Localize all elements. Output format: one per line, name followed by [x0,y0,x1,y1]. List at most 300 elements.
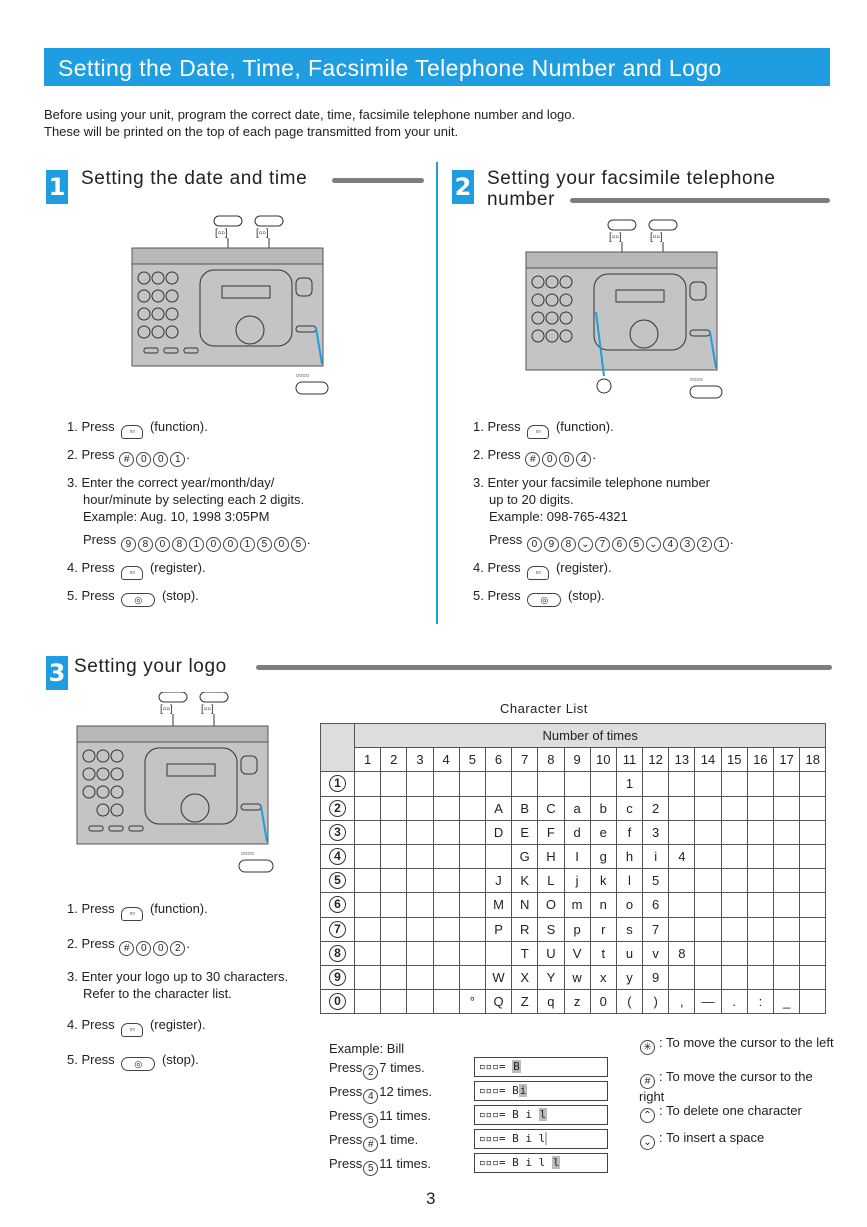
svg-text:▫▫▫▫: ▫▫▫▫ [241,848,254,858]
table-cell [695,965,721,989]
key-icon: 4 [363,1089,378,1104]
table-cell [459,820,485,844]
step-text: (function). [555,419,614,434]
table-cell [800,772,826,796]
table-cell: O [538,893,564,917]
table-cell [538,772,564,796]
table-cell [747,869,773,893]
key-icon: 0 [155,537,170,552]
row-key [321,917,355,941]
key-icon: ⌃ [640,1108,655,1123]
key-icon: ✳ [640,1040,655,1055]
table-cell: 1 [616,772,642,796]
table-cell [381,820,407,844]
lcd-cursor: l [539,1108,547,1121]
column-header: 17 [774,748,800,772]
intro-line-1: Before using your unit, program the correct date, time, facsimile telephone number and logo. [44,107,576,122]
column-header: 14 [695,748,721,772]
table-cell [407,893,433,917]
table-cell [669,796,695,820]
table-cell: 2 [643,796,669,820]
row-key [321,893,355,917]
table-cell [512,772,538,796]
table-cell: b [590,796,616,820]
table-cell [669,869,695,893]
table-cell: , [669,990,695,1014]
table-cell [381,844,407,868]
step-text: 4. Press [67,1017,115,1032]
step-text: Press [329,1084,363,1099]
table-cell [459,796,485,820]
step-text: (stop). [161,588,199,603]
step-text: Press [329,1060,363,1075]
table-cell: o [616,893,642,917]
key-icon: 0 [223,537,238,552]
table-cell: t [590,941,616,965]
column-header: 11 [616,748,642,772]
key-icon: 4 [663,537,678,552]
example-step [329,1084,432,1104]
table-row [321,990,826,1014]
table-cell [695,844,721,868]
table-cell [355,990,381,1014]
column-header: 6 [485,748,511,772]
key-icon: # [119,452,134,467]
key-icon: 0 [542,452,557,467]
table-cell: v [643,941,669,965]
table-cell: 6 [643,893,669,917]
table-cell [747,941,773,965]
section-2-number: 2 [452,170,474,204]
table-cell: Z [512,990,538,1014]
step-text: 1 time. [379,1132,419,1147]
s3-step-1 [67,900,322,921]
row-key [321,772,355,796]
key-icon: 9 [121,537,136,552]
key-icon: 0 [153,941,168,956]
example-step [329,1156,431,1176]
table-cell [459,917,485,941]
key-icon: # [525,452,540,467]
table-cell: h [616,844,642,868]
column-header: 9 [564,748,590,772]
column-header: 5 [459,748,485,772]
key-icon: 8 [138,537,153,552]
table-cell: 9 [643,965,669,989]
table-cell: _ [774,990,800,1014]
legend-text: : To move the cursor to the right [639,1069,813,1104]
table-cell [355,772,381,796]
table-cell: 3 [643,820,669,844]
step-text: 3. Enter your facsimile telephone number [473,475,711,490]
section-3-title: Setting your logo [74,656,227,677]
step-text: 5. Press [67,1052,115,1067]
step-text: 4. Press [473,560,521,575]
table-cell [355,796,381,820]
table-cell: K [512,869,538,893]
table-row [321,796,826,820]
table-cell [747,893,773,917]
table-cell [381,917,407,941]
legend-item [639,1130,839,1150]
table-cell: J [485,869,511,893]
key-icon: 0 [206,537,221,552]
table-cell [695,893,721,917]
key-icon: 8 [329,945,346,962]
table-cell: 8 [669,941,695,965]
legend-text: : To delete one character [659,1103,802,1118]
step-text: Example: 098-765-4321 [489,509,628,524]
table-cell [800,869,826,893]
row-key [321,844,355,868]
table-cell [695,917,721,941]
lcd-cursor: l [552,1156,560,1169]
section-2-rule [570,198,830,203]
step-text: 2. Press [67,447,115,462]
key-icon: 6 [612,537,627,552]
table-cell: D [485,820,511,844]
key-icon: 0 [136,941,151,956]
key-icon: 9 [329,969,346,986]
column-header: 10 [590,748,616,772]
step-text: (function). [149,419,208,434]
table-cell: p [564,917,590,941]
table-cell: x [590,965,616,989]
table-cell: N [512,893,538,917]
table-cell [355,917,381,941]
svg-text:[▫▫]: [▫▫] [609,232,622,243]
character-list-title: Character List [500,701,588,716]
example-step [329,1132,418,1152]
row-key [321,796,355,820]
table-cell [669,965,695,989]
table-cell [381,772,407,796]
table-cell [590,772,616,796]
table-cell [433,820,459,844]
column-header: 18 [800,748,826,772]
key-icon: 1 [170,452,185,467]
table-cell [721,772,747,796]
table-cell [747,965,773,989]
register-key-icon: ▫▫ [121,566,143,580]
table-cell [747,796,773,820]
step-text: Press [329,1108,363,1123]
column-header: 12 [643,748,669,772]
step-text: (register). [555,560,612,575]
table-cell [564,772,590,796]
table-cell [355,869,381,893]
table-cell [355,820,381,844]
key-icon: 0 [153,452,168,467]
key-sequence [526,532,730,550]
table-cell [433,869,459,893]
table-cell [774,869,800,893]
table-header: Number of times [355,724,826,748]
table-cell: q [538,990,564,1014]
lcd-display [474,1153,608,1173]
table-cell [459,893,485,917]
svg-text:▫▫▫▫: ▫▫▫▫ [296,370,309,380]
step-text: 5. Press [473,588,521,603]
table-cell [433,917,459,941]
table-cell: r [590,917,616,941]
s1-step-1 [67,418,417,439]
table-cell [407,796,433,820]
step-text: Example: Aug. 10, 1998 3:05PM [83,509,270,524]
table-cell [669,820,695,844]
table-cell [774,941,800,965]
legend-item [639,1103,839,1123]
lcd-display [474,1129,608,1149]
row-key [321,941,355,965]
table-cell: C [538,796,564,820]
table-cell [774,965,800,989]
fax-device-illustration-2 [524,216,734,402]
key-icon: 3 [329,824,346,841]
lcd-display [474,1081,608,1101]
fax-device-illustration-3 [75,692,285,878]
key-icon: 0 [559,452,574,467]
column-header: 7 [512,748,538,772]
table-cell [721,844,747,868]
table-cell: P [485,917,511,941]
key-icon: 6 [329,896,346,913]
key-icon: 1 [189,537,204,552]
section-3-steps [67,900,322,1078]
section-3-number: 3 [46,656,68,690]
table-row [321,869,826,893]
step-text: (stop). [567,588,605,603]
key-icon: 5 [257,537,272,552]
example-title: Example: Bill [329,1041,405,1056]
legend-item [639,1069,839,1105]
key-icon: 5 [363,1113,378,1128]
key-icon: 2 [329,800,346,817]
table-cell [381,869,407,893]
table-cell: u [616,941,642,965]
key-icon: 0 [274,537,289,552]
section-1-rule [332,178,424,183]
table-row [321,820,826,844]
table-cell: I [564,844,590,868]
function-key-icon: ▫▫ [527,425,549,439]
table-cell: T [512,941,538,965]
table-cell [669,772,695,796]
table-cell: m [564,893,590,917]
table-row [321,917,826,941]
table-cell: M [485,893,511,917]
table-cell [407,772,433,796]
table-cell [433,893,459,917]
s1-step-5 [67,587,417,607]
step-text: 3. Enter your logo up to 30 characters. [67,969,289,984]
key-icon: 0 [329,993,346,1010]
step-text: 12 times. [379,1084,432,1099]
step-text: 5. Press [67,588,115,603]
table-cell [721,796,747,820]
s3-step-4 [67,1016,322,1037]
table-cell [774,844,800,868]
table-cell [355,844,381,868]
step-text: up to 20 digits. [489,492,574,507]
table-row [321,844,826,868]
column-header: 1 [355,748,381,772]
svg-text:[▫▫]: [▫▫] [160,704,173,715]
table-cell [721,820,747,844]
table-cell: Y [538,965,564,989]
character-list-table [320,723,826,1014]
table-cell [774,820,800,844]
table-cell [485,844,511,868]
table-cell [800,796,826,820]
table-cell [695,796,721,820]
key-icon: 8 [561,537,576,552]
table-cell: A [485,796,511,820]
step-text: (stop). [161,1052,199,1067]
table-cell: Q [485,990,511,1014]
table-cell: 7 [643,917,669,941]
svg-text:[▫▫]: [▫▫] [256,228,269,239]
section-2-steps [473,418,833,614]
stop-key-icon: ◎ [121,1057,155,1071]
step-text: 1. Press [67,419,115,434]
key-icon: # [640,1074,655,1089]
s2-step-5 [473,587,833,607]
table-cell: l [616,869,642,893]
section-1-number: 1 [46,170,68,204]
row-key [321,869,355,893]
table-cell: L [538,869,564,893]
s2-step-1 [473,418,833,439]
key-icon: ⌄ [646,537,661,552]
table-cell [774,796,800,820]
table-cell [721,917,747,941]
table-cell: d [564,820,590,844]
step-text: Refer to the character list. [83,986,232,1001]
table-cell [774,917,800,941]
lcd-display [474,1057,608,1077]
s1-step-3 [67,474,417,552]
svg-text:[▫▫]: [▫▫] [650,232,663,243]
function-key-icon: ▫▫ [121,907,143,921]
table-cell [355,941,381,965]
table-cell [721,893,747,917]
table-cell [721,941,747,965]
table-cell: y [616,965,642,989]
s2-step-2: 2. Press # 0 0 4 . [473,447,596,465]
example-step [329,1108,431,1128]
key-sequence [120,532,307,550]
key-icon: 1 [240,537,255,552]
key-icon: 5 [363,1161,378,1176]
table-cell: ° [459,990,485,1014]
table-cell [459,965,485,989]
register-key-icon: ▫▫ [121,1023,143,1037]
s2-step-3-press: Press 0 9 8 ⌄ 7 6 5 ⌄ 4 3 2 1 . [489,532,734,550]
lcd-cursor: B [513,1060,520,1073]
step-text: Press [329,1132,363,1147]
table-cell [407,965,433,989]
legend-item [639,1035,839,1055]
table-cell: i [643,844,669,868]
row-key [321,990,355,1014]
lcd-text: ▫▫▫= [479,1060,513,1073]
table-cell: z [564,990,590,1014]
table-cell: g [590,844,616,868]
table-cell [721,965,747,989]
key-icon: 8 [172,537,187,552]
lcd-display [474,1105,608,1125]
section-2-title-line-2: number [487,189,556,210]
key-icon: 0 [136,452,151,467]
step-text: 3. Enter the correct year/month/day/ [67,475,275,490]
table-cell [381,965,407,989]
table-cell [800,965,826,989]
step-text: (register). [149,560,206,575]
table-cell: H [538,844,564,868]
step-text: hour/minute by selecting each 2 digits. [83,492,305,507]
table-cell [669,917,695,941]
table-cell [407,869,433,893]
table-cell [695,772,721,796]
table-cell [355,965,381,989]
lcd-cursor: i [519,1084,527,1097]
table-cell: e [590,820,616,844]
legend-text: : To insert a space [659,1130,765,1145]
table-cell: — [695,990,721,1014]
table-cell: 5 [643,869,669,893]
table-cell [747,844,773,868]
table-cell [774,893,800,917]
step-text: 1. Press [67,901,115,916]
table-corner [321,724,355,772]
step-text: (function). [149,901,208,916]
table-cell [800,917,826,941]
svg-text:[▫▫]: [▫▫] [201,704,214,715]
table-cell [800,820,826,844]
table-cell: s [616,917,642,941]
table-cell [459,941,485,965]
table-cell [459,844,485,868]
table-cell [355,893,381,917]
section-3-rule [256,665,832,670]
table-cell: n [590,893,616,917]
step-text: (register). [149,1017,206,1032]
step-text: 11 times. [379,1156,432,1171]
s2-step-4 [473,559,833,580]
table-cell [407,820,433,844]
row-key [321,820,355,844]
table-cell: ) [643,990,669,1014]
table-cell [695,941,721,965]
table-cell: ( [616,990,642,1014]
table-cell: U [538,941,564,965]
stop-key-icon: ◎ [121,593,155,607]
table-cell [747,917,773,941]
table-cell [381,941,407,965]
s3-step-3 [67,968,322,1002]
s1-step-3-press: Press 9 8 0 8 1 0 0 1 5 0 5 . [83,532,311,550]
step-text: 1. Press [473,419,521,434]
table-cell [695,869,721,893]
table-cell [747,772,773,796]
s3-step-5 [67,1051,322,1071]
svg-text:▫▫▫▫: ▫▫▫▫ [690,374,703,384]
table-cell [774,772,800,796]
page-number: 3 [426,1189,436,1208]
table-cell: c [616,796,642,820]
table-cell [407,844,433,868]
